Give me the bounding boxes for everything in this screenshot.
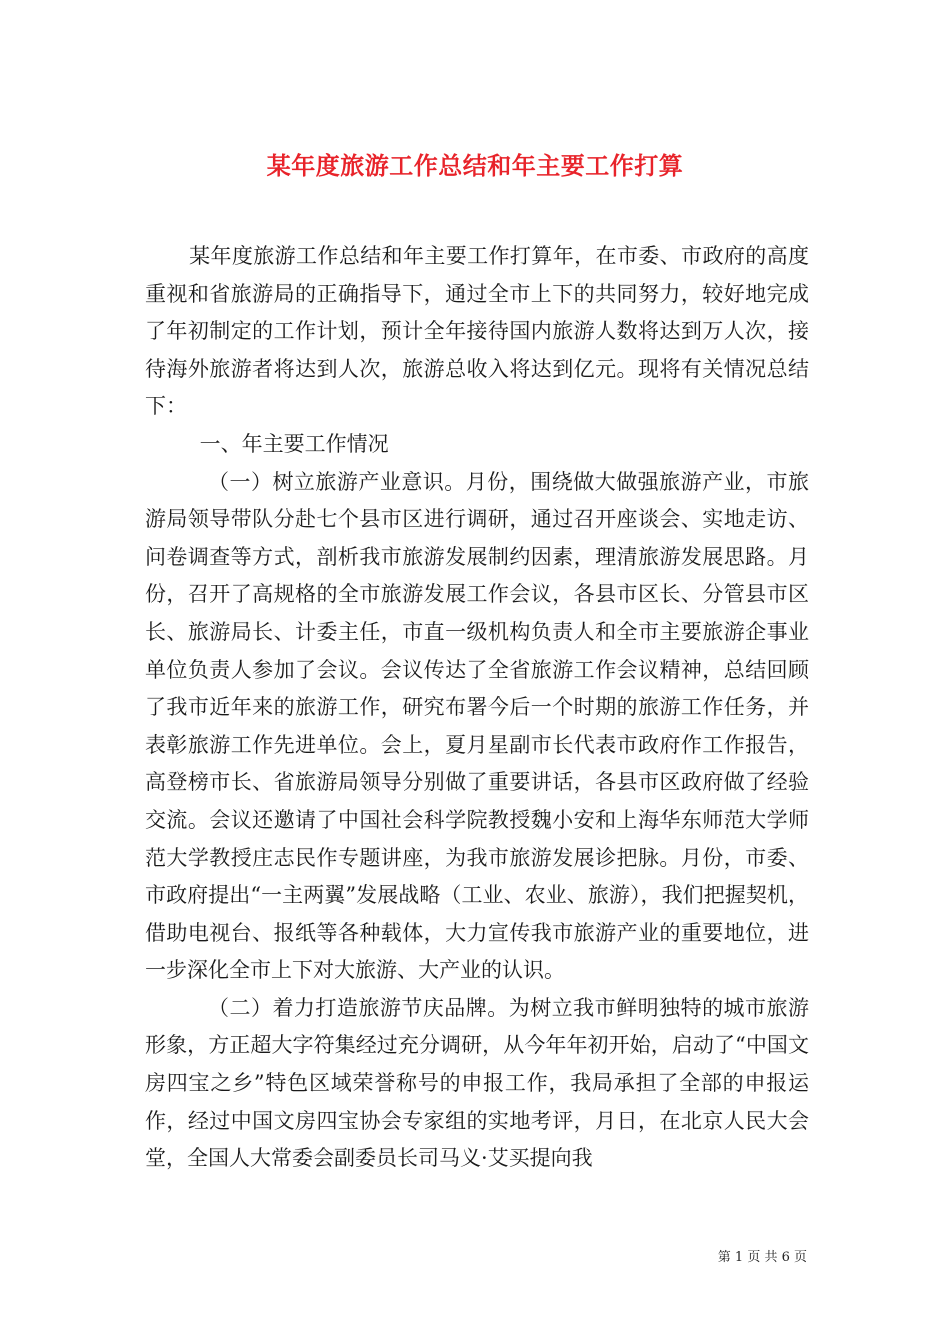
paragraph-item-2: （二）着力打造旅游节庆品牌。为树立我市鲜明独特的城市旅游形象，方正超大字符集经过充分调研，从今年年初开始，启动了“中国文房四宝之乡”特色区域荣誉称号的申报工作，我局承担了全部的申报运作，经过中国文房四宝协会专家组的实地考评，月日，在北京人民大会堂，全国人大常委会副委员长司马义·艾买提向我 [145, 995, 809, 1171]
page-number: 第 1 页 共 6 页 [717, 1250, 807, 1265]
document-title: 某年度旅游工作总结和年主要工作打算 [266, 151, 684, 181]
paragraph-item-1: （一）树立旅游产业意识。月份，围绕做大做强旅游产业，市旅游局领导带队分赴七个县市区进行调研，通过召开座谈会、实地走访、问卷调查等方式，剖析我市旅游发展制约因素，理清旅游发展思路。月份，召开了高规格的全市旅游发展工作会议，各县市区长、分管县市区长、旅游局长、计委主任，市直一级机构负责人和全市主要旅游企事业单位负责人参加了会议。会议传达了全省旅游工作会议精神，总结回顾了我市近年来的旅游工作，研究布署今后一个时期的旅游工作任务，并表彰旅游工作先进单位。会上，夏月星副市长代表市政府作工作报告，高登榜市长、省旅游局领导分别做了重要讲话，各县市区政府做了经验交流。会议还邀请了中国社会科学院教授魏小安和上海华东师范大学师范大学教授庄志民作专题讲座，为我市旅游发展诊把脉。月份，市委、市政府提出“一主两翼”发展战略（工业、农业、旅游），我们把握契机，借助电视台、报纸等各种载体，大力宣传我市旅游产业的重要地位，进一步深化全市上下对大旅游、大产业的认识。 [145, 469, 809, 983]
section-heading: 一、年主要工作情况 [199, 431, 389, 456]
document-body [145, 238, 809, 1178]
intro-paragraph: 某年度旅游工作总结和年主要工作打算年，在市委、市政府的高度重视和省旅游局的正确指导下，通过全市上下的共同努力，较好地完成了年初制定的工作计划，预计全年接待国内旅游人数将达到万人次，接待海外旅游者将达到人次，旅游总收入将达到亿元。现将有关情况总结下： [145, 244, 809, 419]
